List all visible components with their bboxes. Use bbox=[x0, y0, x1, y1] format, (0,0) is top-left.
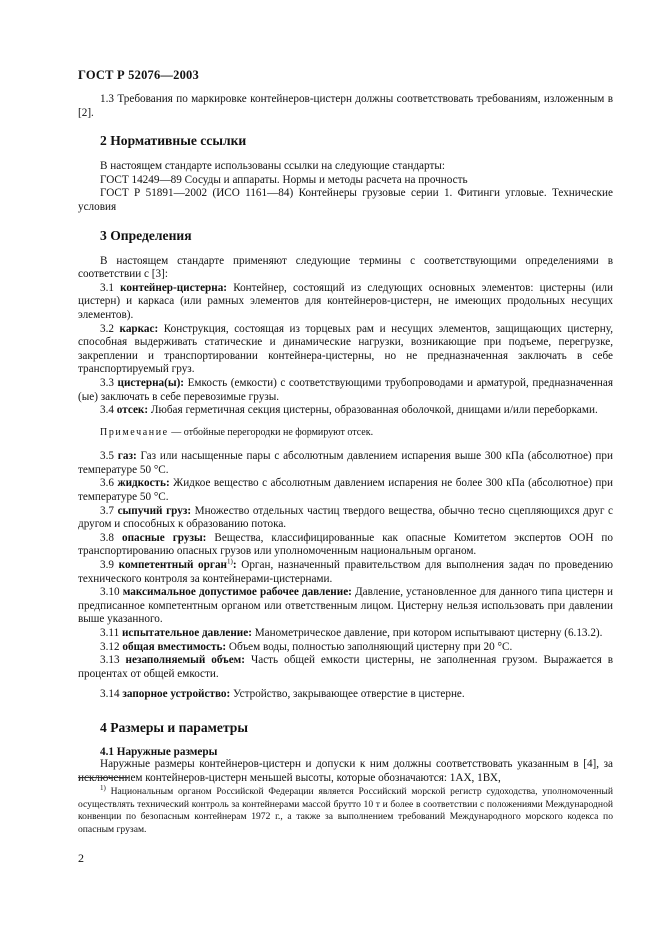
definition-number: 3.1 bbox=[100, 281, 114, 294]
section-4-heading: 4 Размеры и параметры bbox=[100, 719, 248, 735]
definition-number: 3.14 bbox=[100, 688, 120, 701]
definition-text: Емкость (емкости) с соответствующими трубопроводами и арматурой, предназначенная (ые) заключать в себе перевозимые грузы. bbox=[78, 376, 614, 403]
definition-3-10 bbox=[78, 586, 613, 627]
definition-term: максимальное допустимое рабочее давление: bbox=[122, 586, 352, 599]
page-number: 2 bbox=[78, 851, 84, 865]
definition-number: 3.4 bbox=[100, 404, 114, 417]
definition-number: 3.13 bbox=[100, 654, 120, 667]
definition-text: Манометрическое давление, при котором испытывают цистерну (6.13.2). bbox=[254, 627, 603, 639]
running-header: ГОСТ Р 52076—2003 bbox=[78, 68, 199, 82]
definition-3-13 bbox=[78, 654, 613, 681]
definition-term: запорное устройство: bbox=[122, 688, 231, 701]
definition-term: опасные грузы: bbox=[121, 531, 207, 544]
definition-term: сыпучий груз: bbox=[117, 504, 192, 517]
section-2-heading: 2 Нормативные ссылки bbox=[100, 133, 247, 149]
definition-3-12 bbox=[78, 641, 613, 655]
definition-text: Множество отдельных частиц твердого вещества, обычно тесно сцепляющихся друг с другом и способных к образованию потока. bbox=[78, 504, 613, 531]
section-3-heading: 3 Определения bbox=[100, 227, 192, 243]
definition-number: 3.12 bbox=[100, 640, 120, 653]
definition-3-3 bbox=[78, 377, 613, 404]
definition-term: компетентный орган bbox=[118, 559, 227, 572]
definition-3-9 bbox=[78, 559, 613, 586]
definition-3-8 bbox=[78, 532, 613, 559]
definition-text: Любая герметичная секция цистерны, образованная оболочкой, днищами и/или переборками. bbox=[150, 404, 598, 417]
footnote-separator bbox=[78, 777, 128, 778]
definition-number: 3.3 bbox=[100, 376, 114, 389]
definition-term: газ: bbox=[117, 450, 137, 463]
definition-3-14 bbox=[78, 688, 613, 702]
definition-text: Жидкое вещество с абсолютным давлением испарения не более 300 кПа (абсолютное) при температуре 50 °С. bbox=[78, 477, 613, 504]
definition-3-5 bbox=[78, 450, 613, 477]
definition-text: Вещества, классифицированные как опасные Комитетом экспертов ООН по транспортированию опасных грузов или уполномоченным национальным органом. bbox=[78, 531, 613, 558]
definition-number: 3.11 bbox=[100, 627, 120, 639]
definition-3-2 bbox=[78, 323, 613, 377]
definition-3-1 bbox=[78, 282, 613, 323]
definition-number: 3.10 bbox=[100, 586, 120, 599]
definition-colon: : bbox=[232, 559, 237, 572]
reference-gost-51891: ГОСТ Р 51891—2002 (ИСО 1161—84) Контейнеры грузовые серии 1. Фитинги угловые. Технические условия bbox=[78, 187, 613, 213]
definition-text: Давление, установленное для данного типа цистерн и предписанное компетентным органом или ответственным лицом. Цистерну нельзя использовать при давлении выше указанного. bbox=[78, 586, 613, 626]
footnote-text: Национальным органом Российской Федерации является Российский морской регистр судоходства, уполномоченный осуществлять технический контроль за контейнерами массой брутто 10 т и более в соответствии с положениями Международной конвенции по безопасным контейнерам 1972 г., а также за выполнением требований Международного морского кодекса по опасным грузам. bbox=[78, 786, 613, 835]
definition-term: цистерна(ы): bbox=[117, 376, 185, 389]
note-text: — отбойные перегородки не формируют отсек. bbox=[171, 426, 374, 438]
definition-3-6 bbox=[78, 477, 613, 504]
definition-text: Объем воды, полностью заполняющий цистерну при 20 °С. bbox=[228, 640, 513, 653]
definition-number: 3.5 bbox=[100, 450, 114, 463]
definition-text: Газ или насыщенные пары с абсолютным давлением испарения выше 300 кПа (абсолютное) при температуре 50 °С. bbox=[78, 450, 613, 476]
definition-term: каркас: bbox=[119, 322, 159, 335]
section-2-intro: В настоящем стандарте использованы ссылки на следующие стандарты: bbox=[100, 160, 445, 173]
definition-3-4 bbox=[78, 404, 613, 418]
definition-3-7 bbox=[78, 505, 613, 532]
definition-term: испытательное давление: bbox=[121, 627, 252, 639]
definition-3-11 bbox=[78, 627, 613, 641]
definition-number: 3.7 bbox=[100, 504, 114, 517]
definition-text: Орган, назначенный правительством для выполнения задач по проведению технического контроля за контейнерами-цистернами. bbox=[78, 559, 614, 585]
note-label: Примечание bbox=[100, 426, 169, 438]
definition-text: Контейнер, состоящий из следующих основных элементов: цистерны (или цистерн) и каркаса (или рамных элементов для контейнеров-цистерн, не имеющих продольных несущих элементов). bbox=[78, 281, 613, 321]
subsection-4-1-heading: 4.1 Наружные размеры bbox=[100, 745, 218, 758]
note bbox=[78, 426, 613, 440]
definition-number: 3.2 bbox=[100, 322, 114, 335]
definition-number: 3.9 bbox=[100, 559, 114, 572]
definition-text: Конструкция, состоящая из торцевых рам и несущих элементов, защищающих цистерну, способная выдерживать статические и динамические нагрузки, возникающие при подъеме, перегрузке, закреплении и транспортировании контейнера-цистерны, но не предназначенная заключать в себе транспортируемый груз. bbox=[78, 322, 613, 376]
page-body bbox=[78, 93, 613, 785]
footnote-marker: 1) bbox=[100, 783, 106, 792]
definition-number: 3.6 bbox=[100, 477, 114, 490]
definition-term: отсек: bbox=[116, 404, 149, 417]
paragraph-4-1: Наружные размеры контейнеров-цистерн и допуски к ним должны соответствовать указанным в [4], за исключением контейнеров-цистерн меньшей высоты, которые обозначаются: 1АХ, 1ВХ, bbox=[78, 757, 613, 784]
section-3-intro: В настоящем стандарте применяют следующие термины с соответствующими определениями в соответствии с [3]: bbox=[78, 254, 613, 281]
paragraph-1-3: 1.3 Требования по маркировке контейнеров-цистерн должны соответствовать требованиям, изложенным в [2]. bbox=[78, 93, 613, 119]
definition-term: незаполняемый объем: bbox=[125, 654, 246, 667]
definition-term: общая вместимость: bbox=[122, 640, 227, 653]
footnote-reference: 1) bbox=[227, 557, 233, 566]
reference-gost-14249: ГОСТ 14249—89 Сосуды и аппараты. Нормы и методы расчета на прочность bbox=[100, 173, 468, 186]
definition-text: Устройство, закрывающее отверстие в цистерне. bbox=[233, 688, 465, 701]
definition-number: 3.8 bbox=[100, 531, 114, 544]
definition-term: жидкость: bbox=[117, 477, 170, 490]
definition-text: Часть общей емкости цистерны, не заполненная грузом. Выражается в процентах от общей емкости. bbox=[78, 654, 614, 680]
footnote bbox=[78, 783, 613, 836]
definition-term: контейнер-цистерна: bbox=[120, 281, 228, 294]
